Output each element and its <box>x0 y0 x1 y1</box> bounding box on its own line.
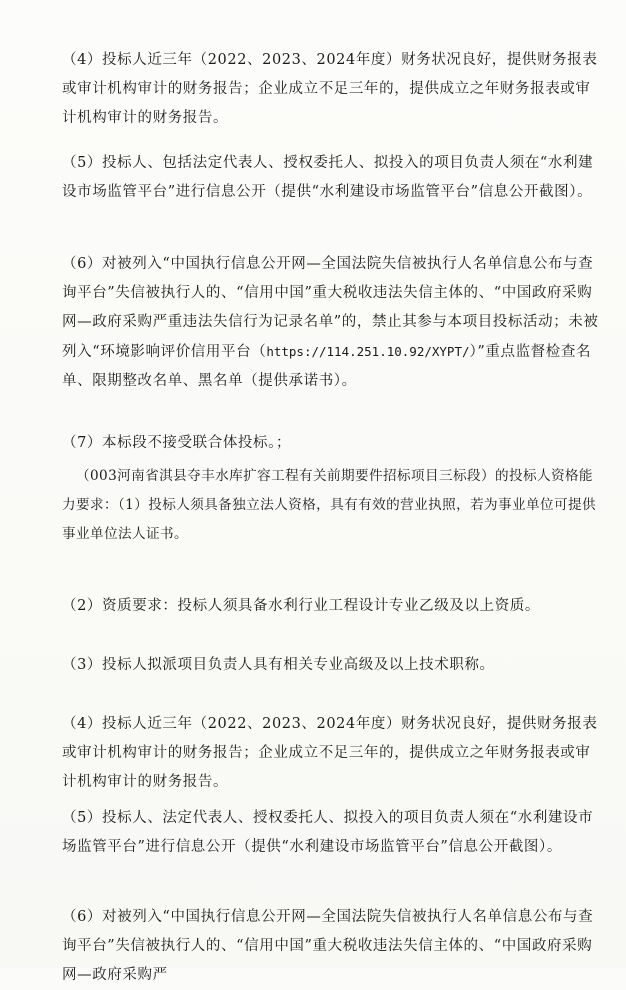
credit-platform-url: https://114.251.10.92/XYPT/ <box>266 344 470 359</box>
paragraph-section3-requirements: （003河南省淇县夺丰水库扩容工程有关前期要件招标项目三标段）的投标人资格能力要求：（1）投标人须具备独立法人资格，具有有效的营业执照，若为事业单位可提供事业单位法人证书。 <box>62 468 597 542</box>
paragraph-project-leader: （3）投标人拟派项目负责人具有相关专业高级及以上技术职称。 <box>62 657 495 673</box>
paragraph-credit-check-1-text: （6）对被列入“中国执行信息公开网—全国法院失信被执行人名单信息公布与查询平台”失信被执行人的、“信用中国”重大税收违法失信主体的、“中国政府采购网—政府采购严重违法失信行为记录名单”的，禁止其参与本项目投标活动；未被列入“环境影响评价信用平台（ <box>62 256 599 360</box>
paragraph-credit-check-2: （6）对被列入“中国执行信息公开网—全国法院失信被执行人名单信息公布与查询平台”失信被执行人的、“信用中国”重大税收违法失信主体的、“中国政府采购网—政府采购严 <box>62 909 594 983</box>
paragraph-info-disclosure-2: （5）投标人、法定代表人、授权委托人、拟投入的项目负责人须在“水利建设市场监管平台”进行信息公开（提供“水利建设市场监管平台”信息公开截图）。 <box>62 810 594 855</box>
paragraph-info-disclosure-1: （5）投标人、包括法定代表人、授权委托人、拟投入的项目负责人须在“水利建设市场监管平台”进行信息公开（提供“水利建设市场监管平台”信息公开截图）。 <box>62 155 594 200</box>
paragraph-financial-status-2: （4）投标人近三年（2022、2023、2024年度）财务状况良好，提供财务报表或审计机构审计的财务报告；企业成立不足三年的，提供成立之年财务报表或审计机构审计的财务报告。 <box>62 716 598 790</box>
paragraph-financial-status-1: （4）投标人近三年（2022、2023、2024年度）财务状况良好，提供财务报表或审计机构审计的财务报告；企业成立不足三年的，提供成立之年财务报表或审计机构审计的财务报告。 <box>62 52 598 126</box>
paragraph-no-consortium: （7）本标段不接受联合体投标。； <box>62 435 292 451</box>
paragraph-qualification: （2）资质要求：投标人须具备水利行业工程设计专业乙级及以上资质。 <box>62 598 540 614</box>
paragraph-credit-check-1 <box>62 250 602 396</box>
paragraph-credit-check-1-tail: ）”重点监督检查名单、限期整改名单、黑名单（提供承诺书）。 <box>62 344 592 389</box>
